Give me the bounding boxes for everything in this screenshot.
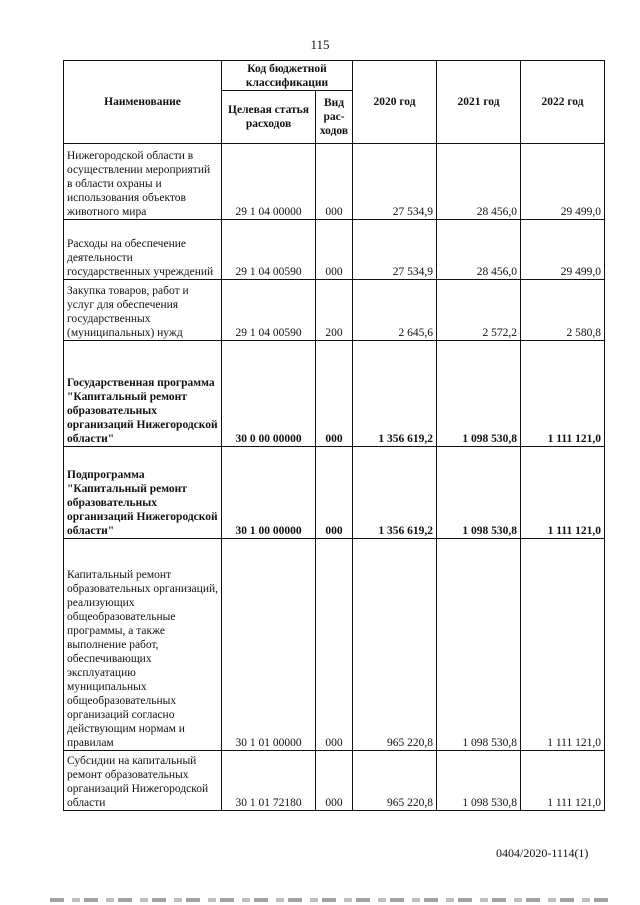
row-type: 000 [316, 341, 353, 447]
table-row [64, 280, 605, 341]
row-code: 29 1 04 00590 [222, 280, 316, 341]
row-name: Государственная программа "Капитальный ремонт образовательных организаций Нижегородской области" [64, 341, 222, 447]
row-type: 200 [316, 280, 353, 341]
row-code: 30 0 00 00000 [222, 341, 316, 447]
row-value-2020: 965 220,8 [353, 751, 437, 811]
row-value-2021: 2 572,2 [437, 280, 521, 341]
row-value-2021: 1 098 530,8 [437, 341, 521, 447]
row-type: 000 [316, 447, 353, 539]
row-code: 30 1 00 00000 [222, 447, 316, 539]
row-code: 30 1 01 72180 [222, 751, 316, 811]
row-type: 000 [316, 220, 353, 280]
row-code: 29 1 04 00590 [222, 220, 316, 280]
header-name: Наименование [64, 61, 222, 144]
row-value-2021: 28 456,0 [437, 220, 521, 280]
row-value-2020: 27 534,9 [353, 144, 437, 220]
row-value-2021: 1 098 530,8 [437, 447, 521, 539]
table-row [64, 220, 605, 280]
table-row [64, 341, 605, 447]
row-value-2022: 29 499,0 [521, 144, 605, 220]
row-value-2022: 2 580,8 [521, 280, 605, 341]
header-expense-type: Вид рас- ходов [316, 91, 353, 144]
row-value-2022: 1 111 121,0 [521, 751, 605, 811]
header-target-article: Целевая статья расходов [222, 91, 316, 144]
row-code: 30 1 01 00000 [222, 539, 316, 751]
row-value-2022: 1 111 121,0 [521, 539, 605, 751]
row-name: Субсидии на капитальный ремонт образовательных организаций Нижегородской области [64, 751, 222, 811]
row-value-2021: 1 098 530,8 [437, 751, 521, 811]
budget-table [63, 60, 605, 811]
row-value-2020: 2 645,6 [353, 280, 437, 341]
row-name: Закупка товаров, работ и услуг для обеспечения государственных (муниципальных) нужд [64, 280, 222, 341]
scan-artifact-strip [50, 898, 610, 902]
row-name: Капитальный ремонт образовательных организаций, реализующих общеобразовательные программы, а также выполнение работ, обеспечивающих эксплуатацию муниципальных общеобразовательных организаций согласно действующим нормам и правилам [64, 539, 222, 751]
table-row [64, 751, 605, 811]
page-number: 115 [310, 37, 330, 52]
row-code: 29 1 04 00000 [222, 144, 316, 220]
row-name: Расходы на обеспечение деятельности государственных учреждений [64, 220, 222, 280]
row-value-2021: 28 456,0 [437, 144, 521, 220]
document-code: 0404/2020-1114(1) [496, 846, 589, 860]
row-name: Подпрограмма "Капитальный ремонт образовательных организаций Нижегородской области" [64, 447, 222, 539]
row-value-2022: 1 111 121,0 [521, 447, 605, 539]
row-value-2021: 1 098 530,8 [437, 539, 521, 751]
row-type: 000 [316, 751, 353, 811]
row-value-2022: 1 111 121,0 [521, 341, 605, 447]
header-budget-classification: Код бюджетной классификации [222, 61, 353, 91]
row-value-2022: 29 499,0 [521, 220, 605, 280]
row-value-2020: 1 356 619,2 [353, 341, 437, 447]
row-type: 000 [316, 144, 353, 220]
header-2020: 2020 год [353, 61, 437, 144]
table-row [64, 447, 605, 539]
row-value-2020: 27 534,9 [353, 220, 437, 280]
row-type: 000 [316, 539, 353, 751]
header-2021: 2021 год [437, 61, 521, 144]
table-row [64, 539, 605, 751]
row-name: Нижегородской области в осуществлении мероприятий в области охраны и использования объектов животного мира [64, 144, 222, 220]
header-2022: 2022 год [521, 61, 605, 144]
row-value-2020: 965 220,8 [353, 539, 437, 751]
row-value-2020: 1 356 619,2 [353, 447, 437, 539]
table-row [64, 144, 605, 220]
